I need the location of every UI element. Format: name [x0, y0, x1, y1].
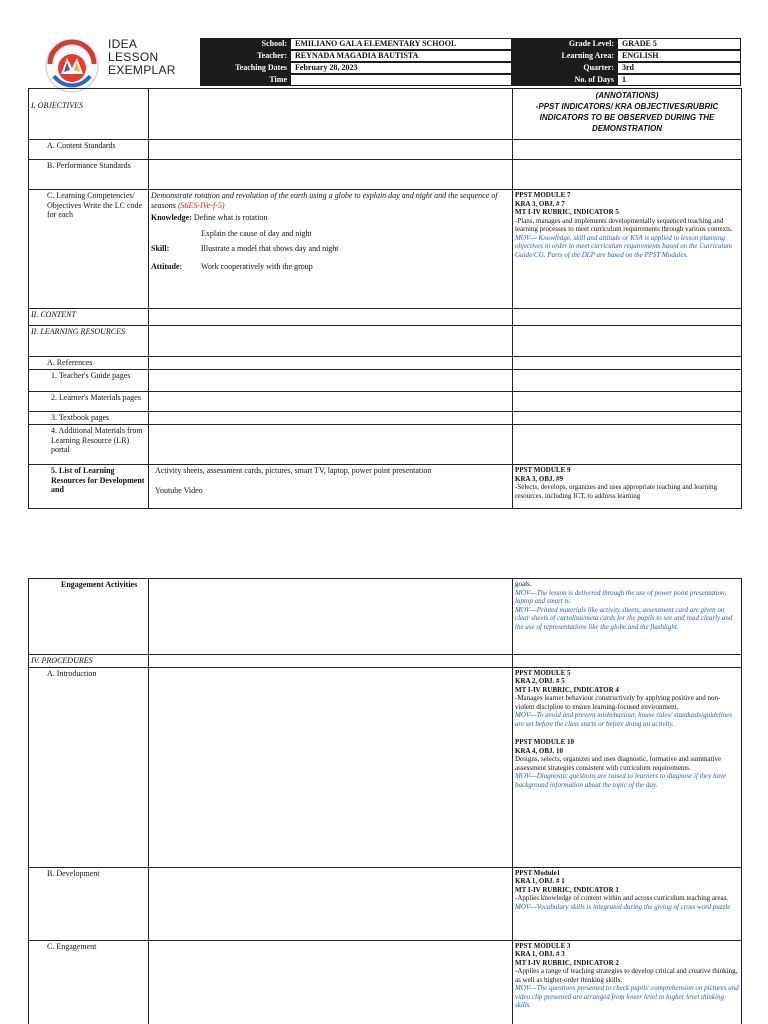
knowledge-label: Knowledge:	[151, 213, 192, 222]
performance-standards-label: B. Performance Standards	[29, 160, 149, 190]
ppst7-desc: -Plans, manages and implements developmentally sequenced teaching and learning processes to meet curriculum requirements through various contexts.	[515, 216, 733, 233]
ppst9-desc: -Selects, develops, organizes and uses appropriate teaching and learning resources, including ICT, to address learning	[515, 483, 718, 500]
school-value: EMILIANO GALA ELEMENTARY SCHOOL	[290, 38, 512, 50]
introduction-label: A. Introduction	[29, 667, 149, 867]
development-annotation	[513, 867, 742, 940]
ppst10-title: PPST MODULE 10	[515, 738, 574, 746]
time-label: Time	[200, 74, 290, 86]
ppst1-desc: -Applies knowledge of content within and across curriculum teaching areas.	[515, 894, 729, 902]
ppst7-mov: MOV--- Knowledge, skill and attitude or KSA is applied in lesson planning objectives in order to meet curriculum requirements based on the Curriculum Guide/CG. Parts of the DLP are based on the PPST Modules.	[515, 233, 732, 259]
ppst5-title: PPST MODULE 5	[515, 668, 571, 677]
list-of-resources-label: 5. List of Learning Resources for Development and	[29, 465, 149, 509]
ppst5-desc: -Manages learner behaviour constructively by applying positive and non-violent discipline to ensure learning-focused environment.	[515, 694, 721, 711]
dates-label: Teaching Dates	[200, 62, 290, 74]
textbook-pages-label: 3. Textbook pages	[29, 412, 149, 425]
ppst3-title: PPST MODULE 3	[515, 941, 571, 950]
days-value: 1	[617, 74, 741, 86]
attitude-label: Attitude:	[151, 261, 183, 271]
ppst9-title: PPST MODULE 9	[515, 466, 571, 474]
resources-list-2: Youtube Video	[155, 485, 203, 495]
ppst10-kra: KRA 4, OBJ. 10	[515, 746, 564, 755]
area-value: ENGLISH	[617, 50, 741, 62]
teachers-guide-label: 1. Teacher's Guide pages	[29, 370, 149, 392]
title-line-3: EXEMPLAR	[108, 63, 176, 77]
lc-code: (S6ES-IVe-f-5)	[177, 200, 225, 210]
learning-resources-heading: II. LEARNING RESOURCES	[29, 326, 149, 357]
ppst5-mov: MOV---To avoid and prevent misbehaviour, house rules/ standards/guidelines are set before the class starts or before doing an activity.	[515, 711, 732, 728]
dates-value: February 28, 2023	[290, 62, 512, 74]
grade-label: Grade Level:	[512, 38, 617, 50]
ppst3-rubric: MT I-IV RUBRIC, INDICATOR 2	[515, 958, 619, 967]
ppst7-kra: KRA 3, OBJ. # 7	[515, 199, 565, 208]
quarter-label: Quarter:	[512, 62, 617, 74]
days-label: No. of Days	[512, 74, 617, 86]
skill-label: Skill:	[151, 244, 170, 253]
additional-materials-label: 4. Additional Materials from Learning Resource (LR) portal	[29, 425, 149, 465]
procedures-heading: IV. PROCEDURES	[29, 655, 149, 668]
document-title	[108, 38, 200, 77]
ppst1-mov: MOV---Vocabulary skills is integrated during the giving of cross word puzzle	[515, 902, 731, 911]
content-heading: II. CONTENT	[29, 309, 149, 326]
knowledge-1: Define what is rotation	[193, 213, 268, 222]
lc-text: Demonstrate rotation and revolution of the earth using a globe to explain day and night and the sequence of seasons	[151, 191, 498, 210]
ppst3-kra: KRA 1, OBJ. # 3	[515, 950, 565, 958]
mov-2: MOV---Printed materials like activity sheets, assessment card are given on clear sheets of cartolina/meta cards for the pupils to see and read clearly and the use of representations like the globe and the flashlight.	[515, 605, 733, 631]
learning-competencies-cell	[149, 190, 513, 309]
ppst5-kra: KRA 2, OBJ. # 5	[515, 677, 565, 685]
objectives-heading: I. OBJECTIVES	[29, 89, 149, 140]
content-standards-label: A. Content Standards	[29, 140, 149, 160]
attitude-text: Work cooperatively with the group	[201, 261, 313, 271]
grade-value: GRADE 5	[617, 38, 741, 50]
teacher-value: REYNADA MAGADIA BAUTISTA	[290, 50, 512, 62]
engagement-label: C. Engagement	[29, 940, 149, 1024]
goals-text: goals.	[515, 580, 532, 588]
introduction-annotation	[513, 667, 742, 867]
learners-materials-label: 2. Learner's Materials pages	[29, 392, 149, 412]
development-label: B. Development	[29, 867, 149, 940]
ppst5-rubric: MT I-IV RUBRIC, INDICATOR 4	[515, 685, 619, 694]
knowledge-2: Explain the cause of day and night	[201, 228, 312, 238]
teacher-label: Teacher:	[200, 50, 290, 62]
references-label: A. References	[29, 357, 149, 370]
school-label: School:	[200, 38, 290, 50]
mov-1: MOV---The lesson is delivered through the use of power point presentation, laptop and smart tv.	[515, 588, 727, 605]
ppst3-mov: MOV---The questions presented to check pupils' comprehension on pictures and video clip presented are arranged from lower level to higher level thinking skills.	[515, 984, 739, 1009]
ppst7-rubric: MT I-IV RUBRIC, INDICATOR 5	[515, 208, 619, 216]
engagement-ppst3-annotation	[513, 940, 742, 1024]
annotations-heading	[513, 89, 742, 140]
annotations-subtitle: -PPST INDICATORS/ KRA OBJECTIVES/RUBRIC INDICATORS TO BE OBSERVED DURING THE DEMONSTRATION	[535, 102, 719, 133]
ppst10-desc: Designs, selects, organizes and uses diagnostic, formative and summative assessment strategies consistent with curriculum requirements.	[515, 755, 722, 772]
ppst3-desc: -Applies a range of teaching strategies to develop critical and creative thinking, as well as higher-order thinking skills.	[515, 967, 738, 984]
area-label: Learning Area:	[512, 50, 617, 62]
ppst1-rubric: MT I-IV RUBRIC, INDICATOR 1	[515, 885, 619, 894]
ppst-module-9-annotation	[513, 465, 742, 509]
skill-text: Illustrate a model that shows day and night	[201, 244, 339, 253]
ppst7-title: PPST MODULE 7	[515, 191, 571, 199]
title-line-1: IDEA	[108, 37, 138, 51]
school-logo	[44, 38, 100, 94]
ppst1-kra: KRA 1, OBJ. # 1	[515, 877, 565, 885]
time-value	[290, 74, 512, 86]
engagement-annotation	[513, 579, 742, 655]
ppst1-title: PPST Module1	[515, 868, 561, 877]
title-line-2: LESSON	[108, 50, 159, 64]
quarter-value: 3rd	[617, 62, 741, 74]
engagement-activities-label: Engagement Activities	[29, 579, 149, 655]
learning-competencies-label: C. Learning Competencies/ Objectives Write the LC code for each	[29, 190, 149, 309]
lesson-table-page-1	[28, 88, 742, 509]
ppst9-kra: KRA 3, OBJ. #9	[515, 474, 564, 483]
lesson-table-page-2	[28, 578, 742, 1024]
resources-list-1: Activity sheets, assessment cards, pictures, smart TV, laptop, power point presentation	[155, 466, 432, 475]
ppst-module-7-annotation	[513, 190, 742, 309]
annotations-title: (ANNOTATIONS)	[595, 91, 659, 100]
list-of-resources-cell	[149, 465, 513, 509]
ppst10-mov: MOV---Diagnostic questions are raised to learners to diagnose if they have background information about the topic of the day.	[515, 772, 727, 789]
